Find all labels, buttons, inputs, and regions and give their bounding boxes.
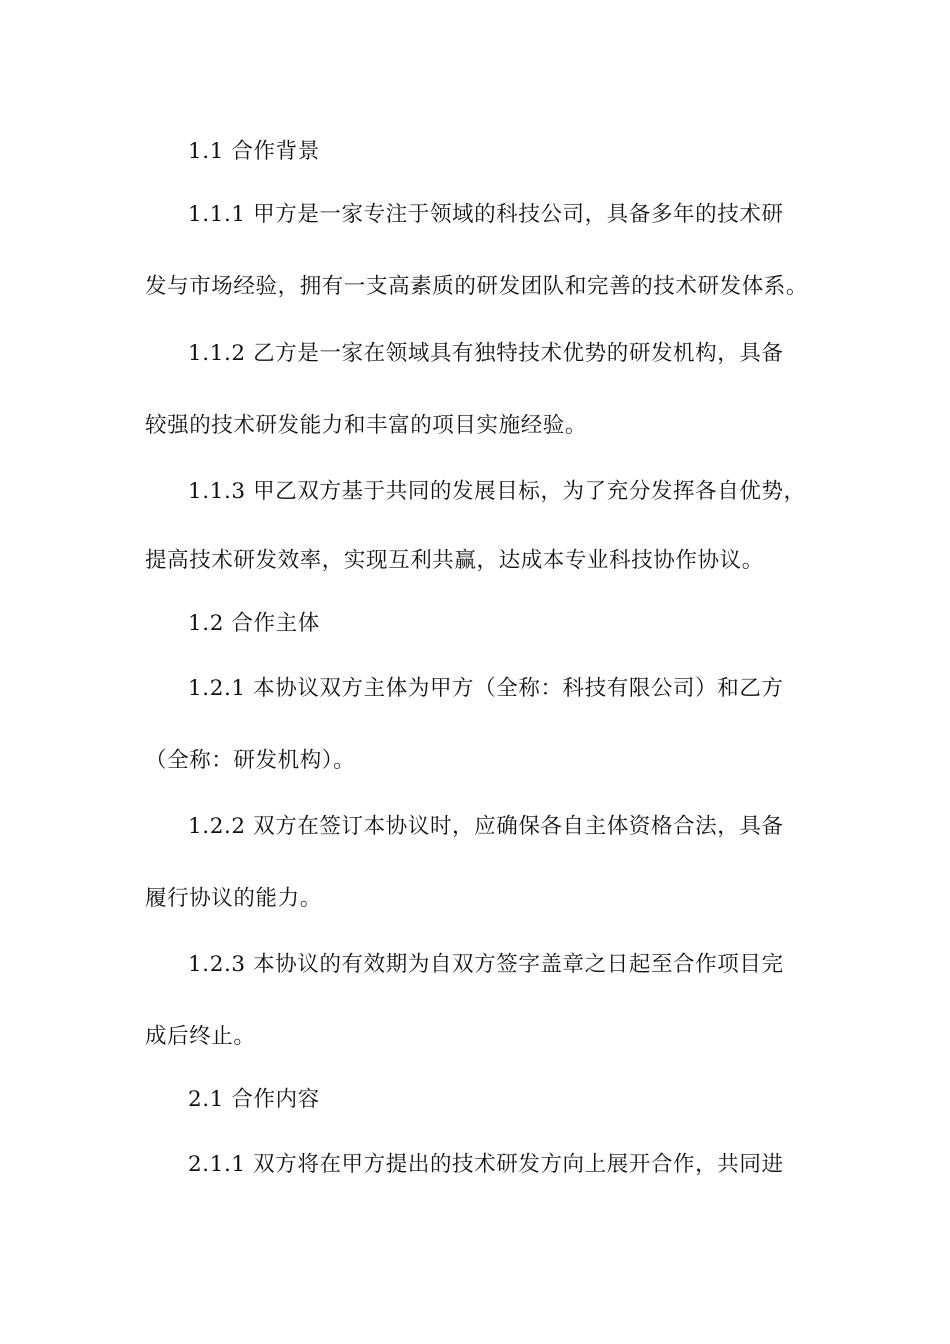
section-heading-2-1: 2.1 合作内容 [188, 1087, 320, 1112]
paragraph-1-1-3-line-2: 提高技术研发效率，实现互利共赢，达成本专业科技协作协议。 [145, 548, 764, 573]
paragraph-1-2-1-line-2: （全称：研发机构）。 [145, 748, 356, 773]
paragraph-1-2-3-line-2: 成后终止。 [145, 1024, 256, 1049]
paragraph-1-1-2-line-2: 较强的技术研发能力和丰富的项目实施经验。 [145, 413, 588, 438]
paragraph-1-1-1-line-1: 1.1.1 甲方是一家专注于领域的科技公司，具备多年的技术研 [188, 202, 784, 227]
paragraph-1-1-2-line-1: 1.1.2 乙方是一家在领域具有独特技术优势的研发机构，具备 [188, 341, 784, 366]
paragraph-1-1-1-line-2: 发与市场经验，拥有一支高素质的研发团队和完善的技术研发体系。 [145, 274, 809, 299]
section-heading-1-2: 1.2 合作主体 [188, 611, 320, 636]
section-heading-1-1: 1.1 合作背景 [188, 139, 320, 164]
paragraph-1-2-2-line-1: 1.2.2 双方在签订本协议时，应确保各自主体资格合法，具备 [188, 814, 784, 839]
paragraph-1-2-2-line-2: 履行协议的能力。 [145, 886, 322, 911]
paragraph-1-2-1-line-1: 1.2.1 本协议双方主体为甲方（全称：科技有限公司）和乙方 [188, 676, 784, 701]
paragraph-2-1-1-line-1: 2.1.1 双方将在甲方提出的技术研发方向上展开合作，共同进 [188, 1152, 784, 1177]
paragraph-1-1-3-line-1: 1.1.3 甲乙双方基于共同的发展目标，为了充分发挥各自优势， [188, 479, 806, 504]
paragraph-1-2-3-line-1: 1.2.3 本协议的有效期为自双方签字盖章之日起至合作项目完 [188, 952, 784, 977]
